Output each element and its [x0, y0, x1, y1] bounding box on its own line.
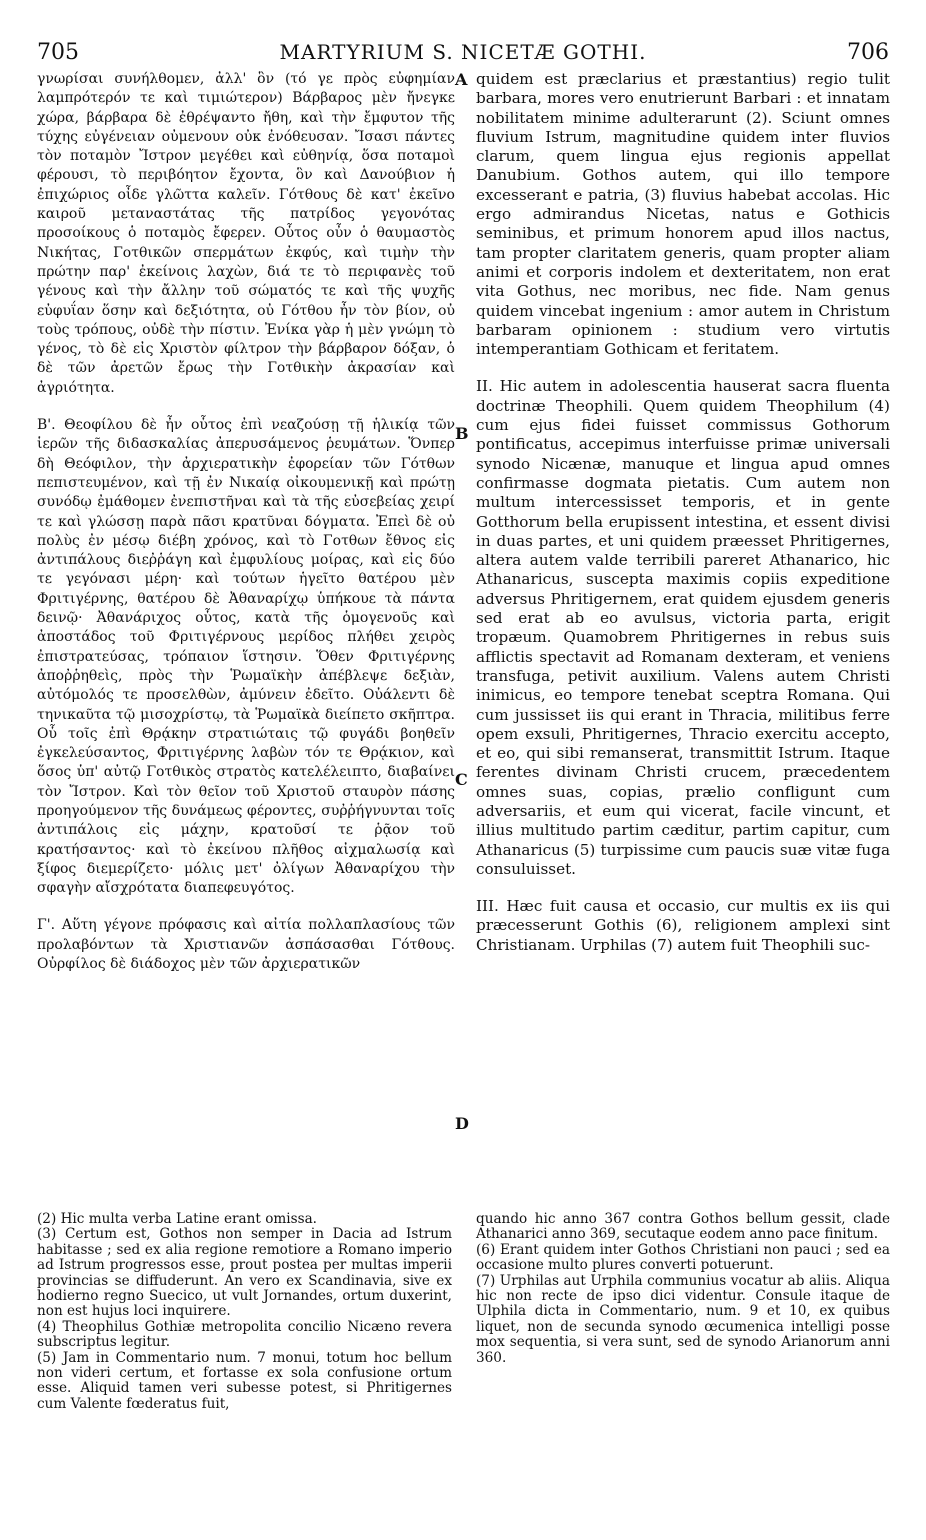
footnote-5-continued: quando hic anno 367 contra Gothos bellum gessit, clade Athanarici anno 369, secutaque eodem anno pace finitum. — [476, 1211, 890, 1243]
margin-letter-a: A — [455, 70, 468, 89]
greek-paragraph-1: γνωρίσαι συνήλθομεν, ἀλλ' ὃν (τό γε πρὸς εὐφημίαν λαμπρότερόν τε καὶ τιμιώτερον) Βάρβαρος μὲν ἤνεγκε χώρα, βάρβαρα δὲ ἐθρέψαντο ἤθη, καὶ τὴν ἔμφυτον τῆς τύχης εὐγένειαν οὐμενουν οὐκ ἐνόθευσαν. Ἴσασι πάντες τὸν ποταμὸν Ἴστρον μεγέθει καὶ εὐθηνίᾳ, ὅσα ποταμοὶ φέρουσι, τὸ περιβόητον ἔχοντα, ὃν καὶ Δανούβιον ἡ ἐπιχώριος οἶδε γλῶττα καλεῖν. Γότθους δὲ κατ' ἐκεῖνο καιροῦ μεταναστάτας τῆς πατρίδος γεγονότας προσοίκους ὁ ποταμὸς ἔφερεν. Οὗτος οὖν ὁ θαυμαστὸς Νικήτας, Γοτθικῶν σπερμάτων ἐκφύς, καὶ τιμὴν τὴν πρώτην παρ' ἐκείνοις λαχὼν, διά τε τὸ περιφανὲς τοῦ γένους καὶ τὴν ἄλλην τοῦ σώματός τε καὶ τῆς ψυχῆς εὐφυΐαν ὅσην καὶ δεξιότητα, οὐ Γότθου ἦν τὸν βίον, οὐ τοὺς τρόπους, οὐδὲ τὴν πίστιν. Ἐνίκα γὰρ ἡ μὲν γνώμη τὸ γένος, τὸ δὲ εἰς Χριστὸν φίλτρον τὴν βάρβαρον δόξαν, ὁ δὲ τῶν ἀρετῶν ἔρως τὴν Γοτθικὴν ἀκρασίαν καὶ ἀγριότητα. — [37, 71, 455, 396]
running-title: MARTYRIUM S. NICETÆ GOTHI. — [279, 40, 647, 64]
margin-letter-d: D — [455, 1114, 469, 1133]
footnotes-left — [37, 1212, 452, 1412]
page-number-right: 706 — [847, 40, 889, 65]
footnote-4: (4) Theophilus Gothiæ metropolita concilio Nicæno revera subscriptus legitur. — [37, 1318, 452, 1351]
footnote-2: (2) Hic multa verba Latine erant omissa. — [37, 1211, 317, 1227]
footnote-5: (5) Jam in Commentario num. 7 monui, totum hoc bellum non videri certum, et fortasse ex sola confusione ortum esse. Aliquid tamen veri subesse potest, si Phritigernes cum Valente fœderatus fuit, — [37, 1349, 452, 1412]
footnote-7: (7) Urphilas aut Urphila communius vocatur ab aliis. Aliqua hic non recte de ipso dici videntur. Consule itaque de Ulphila dicta in Commentario, num. 9 et 10, ex quibus liquet, non de secunda synodo œcumenica intelligi posse mox sequentia, si vera sunt, sed de synodo Arianorum anni 360. — [476, 1272, 890, 1366]
footnote-6: (6) Erant quidem inter Gothos Christiani non pauci ; sed ea occasione multo plures converti potuerunt. — [476, 1241, 890, 1274]
page-number-left: 705 — [37, 40, 79, 65]
greek-column — [37, 70, 455, 974]
greek-paragraph-3: Γ'. Αὕτη γέγονε πρόφασις καὶ αἰτία πολλαπλασίους τῶν προλαβόντων τὰ Χριστιανῶν ἀσπάσασθαι Γότθους. Οὐρφίλος δὲ διάδοχος μὲν τῶν ἀρχιερατικῶν — [37, 917, 455, 973]
footnotes-right — [476, 1212, 890, 1366]
latin-paragraph-3: III. Hæc fuit causa et occasio, cur multis ex iis qui præcesserunt Gothis (6), religionem amplexi sint Christianam. Urphilas (7) autem fuit Theophili suc- — [476, 897, 890, 954]
footnote-3: (3) Certum est, Gothos non semper in Dacia ad Istrum habitasse ; sed ex alia regione remotiore a Romano imperio ad Istrum progressos esse, prout postea per multas imperii provincias se diffuderunt. An vero ex Scandinavia, sive ex hodierno regno Suecico, ut vult Jornandes, ortum duxerint, non est hujus loci inquirere. — [37, 1226, 452, 1320]
margin-letter-b: B — [455, 424, 469, 443]
latin-paragraph-1: quidem est præclarius et præstantius) regio tulit barbara, mores vero enutrierunt Barbari : et innatam nobilitatem minime adulterarunt (2). Sciunt omnes fluvium Istrum, magnitudine quidem inter fluvios clarum, quem lingua ejus regionis appellat Danubium. Gothos autem, qui illo tempore excesserant e patria, (3) fluvius habebat accolas. Hic ergo admirandus Nicetas, natus e Gothicis seminibus, et primum honorem apud illos nactus, tam propter claritatem generis, quam propter aliam animi et corporis indolem et dexteritatem, non erat vita Gothus, nec moribus, nec fide. Nam genus quidem vincebat ingenium : amor autem in Christum barbaram opinionem : studium vero virtutis intemperantiam Gothicam et feritatem. — [476, 70, 890, 359]
page-header — [0, 40, 926, 66]
margin-letter-c: C — [455, 770, 468, 789]
latin-paragraph-2: II. Hic autem in adolescentia hauserat sacra fluenta doctrinæ Theophili. Quem quidem Theophilum (4) cum ejus fidei fuisset commissus Gothorum pontificatus, accepimus interfuisse primæ universali synodo Nicænæ, manuque et lingua apud omnes confirmasse dogmata pietatis. Cum autem non multum intercessisset temporis, et in gente Gotthorum bella erupissent intestina, et essent divisi in duas partes, et uni quidem præesset Phritigernes, altera autem valde terribili pareret Athanarico, hic Athanaricus, suscepta maximis copiis expeditione adversus Phritigernem, erat quidem ejusdem generis sed erat ab eo avulsus, victoria parta, erigit tropæum. Quamobrem Phritigernes in rebus suis afflictis spectavit ad Romanam dexteram, et veniens transfuga, petivit auxilium. Valens autem Christi inimicus, eo tempore tenebat sceptra Romana. Qui cum jussisset iis qui erant in Thracia, militibus ferre opem exsuli, Phritigernes, Thracio exercitu accepto, et eo, qui sibi remanserat, transmittit Istrum. Itaque ferentes divinam Christi crucem, præcedentem omnes suas, copias, prælio confligunt cum adversariis, et eum qui vicerat, facile vincunt, et illius multitudo partim cæditur, partim capitur, cum Athanaricus (5) turpissime cum paucis suæ vitæ fuga consuluisset. — [476, 377, 890, 878]
greek-paragraph-2: Β'. Θεοφίλου δὲ ἦν οὗτος ἐπὶ νεαζούσῃ τῇ ἡλικίᾳ τῶν ἱερῶν τῆς διδασκαλίας ἀπερυσάμενος ῥευμάτων. Ὅνπερ δὴ Θεόφιλον, τὴν ἀρχιερατικὴν ἐφορείαν τῶν Γότθων πεπιστευμένον, καὶ τῇ ἐν Νικαίᾳ οἰκουμενικῇ καὶ πρώτῃ συνόδῳ ἐμάθομεν ἐνεπιστῆναι καὶ τὰ τῆς εὐσεβείας χειρί τε καὶ γλώσσῃ παρὰ πᾶσι κρατῦναι δόγματα. Ἐπεὶ δὲ οὐ πολὺς ἐν μέσῳ διέβη χρόνος, καὶ τὸ Γοτθων ἔθνος εἰς ἀντιπάλους διεῤῥάγη καὶ ἐμφυλίους μοίρας, καὶ εἰς δύο τε γεγόνασι μέρη· καὶ τούτων ἡγεῖτο θατέρου μὲν Φριτιγέρνης, θατέρου δὲ Ἀθαναρίχῳ ὑπήκουε τὰ πάντα δεινῷ· Ἀθανάριχος οὗτος, κατὰ τῆς ὁμογενοῦς καὶ ἀποστάδος τοῦ Φριτιγέρνους μερίδος πλήθει χειρὸς ἐπιστρατεύσας, τρόπαιον ἵστησιν. Ὅθεν Φριτιγέρνης ἀποῤῥηθεὶς, πρὸς τὴν Ῥωμαϊκὴν ἀπέβλεψε δεξιὰν, αὐτόμολός τε προσελθὼν, ἀμύνειν ἐδεῖτο. Οὐάλεντι δὲ τηνικαῦτα τῷ μισοχρίστῳ, τὰ Ῥωμαϊκὰ διείπετο σκῆπτρα. Οὗ τοῖς ἐπὶ Θρᾴκην στρατιώταις τῷ φυγάδι βοηθεῖν ἐγκελεύσαντος, Φριτιγέρνης λαβὼν τόν τε Θρᾴκιον, καὶ ὅσος ὑπ' αὐτῷ Γοτθικὸς στρατὸς κατελέλειπτο, διαβαίνει τὸν Ἴστρον. Καὶ τὸν θεῖον τοῦ Χριστοῦ σταυρὸν πάσης προηγούμενον τῆς δυνάμεως φέροντες, συῤῥήγνυνται τοῖς ἀντιπάλοις εἰς μάχην, κρατοῦσί τε ῥᾷον τοῦ κρατήσαντος· καὶ τὸ ἐκείνου πλῆθος αἰχμαλωσίᾳ καὶ ξίφος διεμερίζετο· μόλις μετ' ὀλίγων Ἀθαναρίχου τὴν σφαγὴν αἴσχρότατα διαπεφευγότος. — [37, 417, 455, 897]
latin-column — [476, 70, 890, 955]
